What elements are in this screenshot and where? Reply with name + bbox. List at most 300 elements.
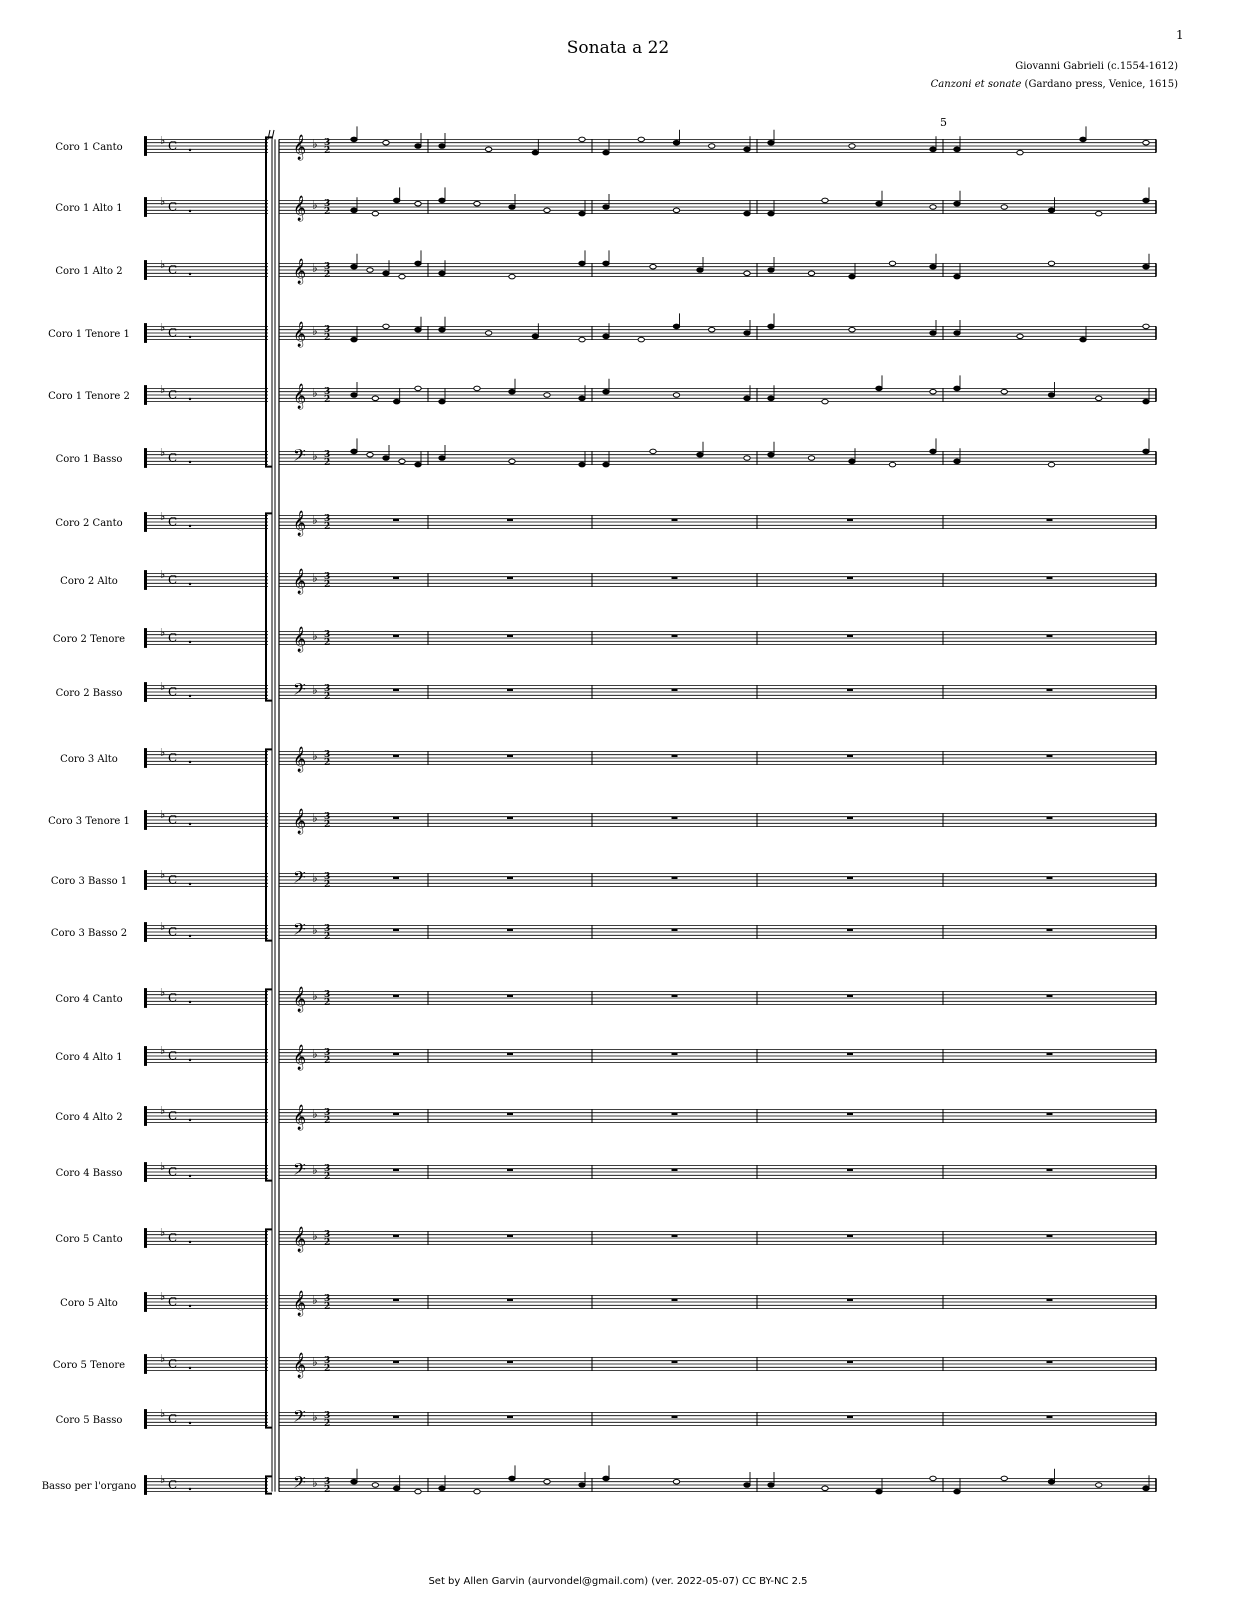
note-icon: [822, 198, 828, 203]
flat-icon: ♭: [160, 258, 166, 271]
note-icon: [697, 268, 703, 273]
note-icon: [603, 205, 609, 210]
instrument-name-2: Coro 1 Alto 1: [55, 203, 123, 214]
mensuration-sign-icon: C: [168, 263, 178, 277]
instrument-name-7: Coro 2 Canto: [55, 518, 123, 529]
note-icon: [1143, 449, 1149, 454]
instrument-name-14: Coro 3 Basso 2: [50, 928, 128, 939]
mensural-clef-icon: [144, 512, 147, 532]
note-icon: [415, 201, 421, 206]
note-icon: [367, 268, 373, 273]
note-icon: [638, 137, 644, 142]
treble-clef-icon: 𝄞: [293, 511, 307, 536]
mensuration-sign-icon: C: [168, 515, 178, 529]
incipit-note-icon: [189, 583, 191, 585]
note-icon: [1080, 337, 1086, 342]
whole-rest-icon: [847, 995, 853, 997]
note-icon: [889, 261, 895, 266]
whole-rest-icon: [847, 635, 853, 637]
note-icon: [603, 1476, 609, 1481]
note-icon: [351, 337, 357, 342]
mensuration-sign-icon: C: [168, 1478, 178, 1492]
note-icon: [393, 198, 399, 203]
note-icon: [954, 386, 960, 391]
note-icon: [439, 456, 445, 461]
time-sig-bottom: 2: [324, 146, 331, 156]
time-sig-bottom: 2: [324, 1172, 331, 1182]
note-icon: [768, 396, 774, 401]
bass-clef-icon: 𝄢: [293, 679, 306, 703]
whole-rest-icon: [1047, 519, 1053, 521]
instrument-name-5: Coro 1 Tenore 2: [48, 391, 130, 402]
note-icon: [509, 274, 515, 279]
choir-bracket-3: [266, 749, 272, 940]
note-icon: [768, 268, 774, 273]
note-icon: [1143, 198, 1149, 203]
flat-icon: ♭: [160, 746, 166, 759]
instrument-name-15: Coro 4 Canto: [55, 994, 123, 1005]
note-icon: [673, 324, 679, 329]
note-icon: [544, 393, 550, 398]
treble-clef-icon: 𝄞: [293, 747, 307, 772]
note-icon: [1048, 462, 1054, 467]
whole-rest-icon: [393, 1169, 399, 1171]
flat-icon: ♭: [160, 868, 166, 881]
time-sig-top: 3: [324, 1164, 331, 1174]
note-icon: [439, 144, 445, 149]
note-icon: [954, 459, 960, 464]
whole-rest-icon: [507, 1361, 513, 1363]
mensural-clef-icon: [144, 385, 147, 405]
note-icon: [1096, 1483, 1102, 1488]
incipit-note-icon: [189, 1119, 191, 1121]
note-icon: [930, 1476, 936, 1481]
note-icon: [822, 1486, 828, 1491]
instrument-name-12: Coro 3 Tenore 1: [48, 816, 130, 827]
incipit-note-icon: [189, 273, 191, 275]
key-flat-icon: ♭: [312, 683, 318, 697]
instrument-name-4: Coro 1 Tenore 1: [48, 329, 130, 340]
note-icon: [768, 211, 774, 216]
whole-rest-icon: [507, 577, 513, 579]
note-icon: [1048, 1479, 1054, 1484]
note-icon: [372, 211, 378, 216]
note-icon: [930, 147, 936, 152]
note-icon: [954, 201, 960, 206]
whole-rest-icon: [507, 1113, 513, 1115]
flat-icon: ♭: [160, 1290, 166, 1303]
choir-bracket-5: [266, 1229, 272, 1427]
incipit-note-icon: [189, 461, 191, 463]
page-number: 1: [1176, 28, 1184, 42]
flat-icon: ♭: [160, 195, 166, 208]
whole-rest-icon: [507, 1299, 513, 1301]
note-icon: [768, 324, 774, 329]
flat-icon: ♭: [160, 808, 166, 821]
note-icon: [709, 327, 715, 332]
time-sig-bottom: 2: [324, 333, 331, 343]
instrument-name-10: Coro 2 Basso: [55, 688, 123, 699]
treble-clef-icon: 𝄞: [293, 569, 307, 594]
note-icon: [822, 399, 828, 404]
whole-rest-icon: [393, 635, 399, 637]
whole-rest-icon: [507, 1416, 513, 1418]
mensural-clef-icon: [144, 988, 147, 1008]
flat-icon: ♭: [160, 1044, 166, 1057]
treble-clef-icon: 𝄞: [293, 1227, 307, 1252]
source-details: (Gardano press, Venice, 1615): [1021, 79, 1178, 90]
flat-icon: ♭: [160, 680, 166, 693]
treble-clef-icon: 𝄞: [293, 627, 307, 652]
incipit-note-icon: [189, 1422, 191, 1424]
key-flat-icon: ♭: [312, 324, 318, 338]
whole-rest-icon: [393, 995, 399, 997]
note-icon: [1143, 140, 1149, 145]
note-icon: [1143, 399, 1149, 404]
time-sig-top: 3: [324, 138, 331, 148]
mensuration-sign-icon: C: [168, 813, 178, 827]
note-icon: [383, 324, 389, 329]
whole-rest-icon: [672, 635, 678, 637]
note-icon: [415, 1489, 421, 1494]
note-icon: [439, 327, 445, 332]
note-icon: [744, 456, 750, 461]
whole-rest-icon: [1047, 1299, 1053, 1301]
time-sig-top: 3: [324, 199, 331, 209]
treble-clef-icon: 𝄞: [293, 809, 307, 834]
mensuration-sign-icon: C: [168, 573, 178, 587]
time-sig-top: 3: [324, 684, 331, 694]
composer-credit: Giovanni Gabrieli (c.1554-1612): [1015, 61, 1178, 72]
whole-rest-icon: [1047, 929, 1053, 931]
mensuration-sign-icon: C: [168, 1295, 178, 1309]
note-icon: [485, 331, 491, 336]
note-icon: [768, 1483, 774, 1488]
note-icon: [930, 205, 936, 210]
whole-rest-icon: [393, 1053, 399, 1055]
time-sig-top: 3: [324, 1356, 331, 1366]
time-sig-top: 3: [324, 1230, 331, 1240]
incipit-note-icon: [189, 1175, 191, 1177]
note-icon: [415, 327, 421, 332]
whole-rest-icon: [847, 689, 853, 691]
time-sig-bottom: 2: [324, 758, 331, 768]
incipit-note-icon: [189, 398, 191, 400]
time-sig-top: 3: [324, 1048, 331, 1058]
time-sig-bottom: 2: [324, 1302, 331, 1312]
note-icon: [474, 201, 480, 206]
incipit-note-icon: [189, 695, 191, 697]
note-icon: [439, 1486, 445, 1491]
whole-rest-icon: [507, 995, 513, 997]
time-sig-top: 3: [324, 924, 331, 934]
whole-rest-icon: [393, 1113, 399, 1115]
whole-rest-icon: [507, 1169, 513, 1171]
whole-rest-icon: [672, 1113, 678, 1115]
time-sig-top: 3: [324, 750, 331, 760]
mensuration-sign-icon: C: [168, 1165, 178, 1179]
mensural-clef-icon: [144, 570, 147, 590]
note-icon: [474, 386, 480, 391]
whole-rest-icon: [393, 929, 399, 931]
note-icon: [544, 1479, 550, 1484]
note-icon: [673, 1479, 679, 1484]
whole-rest-icon: [847, 1113, 853, 1115]
whole-rest-icon: [672, 995, 678, 997]
time-sig-bottom: 2: [324, 638, 331, 648]
whole-rest-icon: [507, 1235, 513, 1237]
note-icon: [509, 389, 515, 394]
key-flat-icon: ♭: [312, 1293, 318, 1307]
incipit-note-icon: [189, 1059, 191, 1061]
note-icon: [415, 261, 421, 266]
note-icon: [930, 449, 936, 454]
time-sig-top: 3: [324, 812, 331, 822]
whole-rest-icon: [507, 635, 513, 637]
instrument-name-22: Coro 5 Basso: [55, 1415, 123, 1426]
instrument-name-1: Coro 1 Canto: [55, 142, 123, 153]
instrument-name-3: Coro 1 Alto 2: [55, 266, 123, 277]
note-icon: [1080, 137, 1086, 142]
whole-rest-icon: [672, 1053, 678, 1055]
whole-rest-icon: [1047, 635, 1053, 637]
whole-rest-icon: [847, 1416, 853, 1418]
note-icon: [744, 396, 750, 401]
time-sig-bottom: 2: [324, 1116, 331, 1126]
incipit-note-icon: [189, 761, 191, 763]
whole-rest-icon: [672, 1416, 678, 1418]
whole-rest-icon: [847, 1235, 853, 1237]
note-icon: [579, 337, 585, 342]
note-icon: [954, 274, 960, 279]
mensuration-sign-icon: C: [168, 326, 178, 340]
note-icon: [876, 201, 882, 206]
mensuration-sign-icon: C: [168, 631, 178, 645]
whole-rest-icon: [393, 877, 399, 879]
whole-rest-icon: [393, 1235, 399, 1237]
key-flat-icon: ♭: [312, 513, 318, 527]
key-flat-icon: ♭: [312, 137, 318, 151]
instrument-name-6: Coro 1 Basso: [55, 454, 123, 465]
note-icon: [372, 396, 378, 401]
time-sig-top: 3: [324, 1411, 331, 1421]
whole-rest-icon: [1047, 995, 1053, 997]
key-flat-icon: ♭: [312, 1476, 318, 1490]
note-icon: [509, 459, 515, 464]
whole-rest-icon: [1047, 1235, 1053, 1237]
mensural-clef-icon: [144, 1106, 147, 1126]
key-flat-icon: ♭: [312, 198, 318, 212]
instrument-name-8: Coro 2 Alto: [60, 576, 118, 587]
key-flat-icon: ♭: [312, 871, 318, 885]
note-icon: [415, 462, 421, 467]
mensuration-sign-icon: C: [168, 751, 178, 765]
whole-rest-icon: [1047, 755, 1053, 757]
instrument-name-17: Coro 4 Alto 2: [55, 1112, 123, 1123]
whole-rest-icon: [672, 817, 678, 819]
note-icon: [399, 459, 405, 464]
note-icon: [439, 399, 445, 404]
whole-rest-icon: [393, 577, 399, 579]
incipit-note-icon: [189, 823, 191, 825]
whole-rest-icon: [672, 689, 678, 691]
note-icon: [509, 205, 515, 210]
note-icon: [579, 396, 585, 401]
incipit-note-icon: [189, 1488, 191, 1490]
flat-icon: ♭: [160, 1352, 166, 1365]
flat-icon: ♭: [160, 1160, 166, 1173]
mensural-clef-icon: [144, 260, 147, 280]
key-flat-icon: ♭: [312, 449, 318, 463]
note-icon: [485, 147, 491, 152]
flat-icon: ♭: [160, 1226, 166, 1239]
mensural-clef-icon: [144, 1475, 147, 1495]
note-icon: [383, 456, 389, 461]
note-icon: [579, 211, 585, 216]
note-icon: [849, 327, 855, 332]
treble-clef-icon: 𝄞: [293, 1353, 307, 1378]
mensural-clef-icon: [144, 682, 147, 702]
instrument-name-21: Coro 5 Tenore: [52, 1360, 126, 1371]
note-icon: [439, 198, 445, 203]
note-icon: [1143, 264, 1149, 269]
bass-clef-icon: 𝄢: [293, 445, 306, 469]
whole-rest-icon: [672, 577, 678, 579]
key-flat-icon: ♭: [312, 749, 318, 763]
footer-credit: Set by Allen Garvin (aurvondel@gmail.com) (ver. 2022-05-07) CC BY-NC 2.5: [428, 1576, 808, 1587]
mensuration-sign-icon: C: [168, 139, 178, 153]
flat-icon: ♭: [160, 134, 166, 147]
incipit-note-icon: [189, 1305, 191, 1307]
mensural-clef-icon: [144, 197, 147, 217]
incipit-note-icon: [189, 883, 191, 885]
source-title: Canzoni et sonate: [930, 79, 1022, 90]
whole-rest-icon: [507, 877, 513, 879]
bass-clef-icon: 𝄢: [293, 1406, 306, 1430]
time-sig-top: 3: [324, 1108, 331, 1118]
whole-rest-icon: [672, 1169, 678, 1171]
instrument-name-9: Coro 2 Tenore: [52, 634, 126, 645]
whole-rest-icon: [847, 755, 853, 757]
note-icon: [1048, 208, 1054, 213]
bass-clef-icon: 𝄢: [293, 1472, 306, 1496]
choir-bracket-4: [266, 989, 272, 1180]
key-flat-icon: ♭: [312, 1107, 318, 1121]
choir-bracket-2: [266, 513, 272, 700]
mensural-clef-icon: [144, 1046, 147, 1066]
note-icon: [650, 449, 656, 454]
measure-number: 5: [940, 116, 947, 129]
note-icon: [954, 1489, 960, 1494]
flat-icon: ♭: [160, 446, 166, 459]
flat-icon: ♭: [160, 383, 166, 396]
treble-clef-icon: 𝄞: [293, 135, 307, 160]
key-flat-icon: ♭: [312, 386, 318, 400]
time-sig-bottom: 2: [324, 692, 331, 702]
time-sig-top: 3: [324, 1477, 331, 1487]
incipit-note-icon: [189, 1367, 191, 1369]
note-icon: [744, 147, 750, 152]
whole-rest-icon: [393, 689, 399, 691]
time-sig-top: 3: [324, 990, 331, 1000]
bass-clef-icon: 𝄢: [293, 867, 306, 891]
mensural-clef-icon: [144, 1354, 147, 1374]
flat-icon: ♭: [160, 321, 166, 334]
note-icon: [768, 452, 774, 457]
whole-rest-icon: [847, 1169, 853, 1171]
flat-icon: ♭: [160, 1104, 166, 1117]
mensural-clef-icon: [144, 136, 147, 156]
note-icon: [474, 1489, 480, 1494]
time-sig-bottom: 2: [324, 522, 331, 532]
key-flat-icon: ♭: [312, 989, 318, 1003]
incipit-note-icon: [189, 1241, 191, 1243]
note-icon: [399, 274, 405, 279]
note-icon: [1096, 211, 1102, 216]
time-sig-top: 3: [324, 514, 331, 524]
whole-rest-icon: [847, 877, 853, 879]
note-icon: [673, 393, 679, 398]
mensuration-sign-icon: C: [168, 991, 178, 1005]
mensural-clef-icon: [144, 1409, 147, 1429]
whole-rest-icon: [672, 929, 678, 931]
note-icon: [367, 452, 373, 457]
incipit-note-icon: [189, 525, 191, 527]
note-icon: [1001, 389, 1007, 394]
whole-rest-icon: [1047, 1169, 1053, 1171]
note-icon: [351, 1479, 357, 1484]
whole-rest-icon: [393, 817, 399, 819]
whole-rest-icon: [672, 519, 678, 521]
time-sig-bottom: 2: [324, 998, 331, 1008]
note-icon: [351, 208, 357, 213]
key-flat-icon: ♭: [312, 571, 318, 585]
note-icon: [768, 140, 774, 145]
mensuration-sign-icon: C: [168, 1231, 178, 1245]
key-flat-icon: ♭: [312, 629, 318, 643]
treble-clef-icon: 𝄞: [293, 1045, 307, 1070]
time-sig-top: 3: [324, 450, 331, 460]
treble-clef-icon: 𝄞: [293, 1291, 307, 1316]
whole-rest-icon: [393, 519, 399, 521]
mensural-clef-icon: [144, 628, 147, 648]
key-flat-icon: ♭: [312, 923, 318, 937]
mensuration-sign-icon: C: [168, 873, 178, 887]
incipit-note-icon: [189, 149, 191, 151]
note-icon: [579, 1483, 585, 1488]
instrument-name-23: Basso per l'organo: [41, 1481, 137, 1492]
time-sig-bottom: 2: [324, 1485, 331, 1495]
note-icon: [954, 147, 960, 152]
note-icon: [351, 449, 357, 454]
whole-rest-icon: [393, 755, 399, 757]
key-flat-icon: ♭: [312, 261, 318, 275]
note-icon: [383, 271, 389, 276]
incipit-note-icon: [189, 1001, 191, 1003]
whole-rest-icon: [847, 1361, 853, 1363]
note-icon: [1017, 150, 1023, 155]
note-icon: [808, 271, 814, 276]
instrument-name-16: Coro 4 Alto 1: [55, 1052, 123, 1063]
flat-icon: ♭: [160, 986, 166, 999]
note-icon: [954, 331, 960, 336]
whole-rest-icon: [672, 755, 678, 757]
mensuration-sign-icon: C: [168, 1412, 178, 1426]
note-icon: [383, 140, 389, 145]
note-icon: [1143, 324, 1149, 329]
time-sig-top: 3: [324, 387, 331, 397]
note-icon: [1048, 261, 1054, 266]
